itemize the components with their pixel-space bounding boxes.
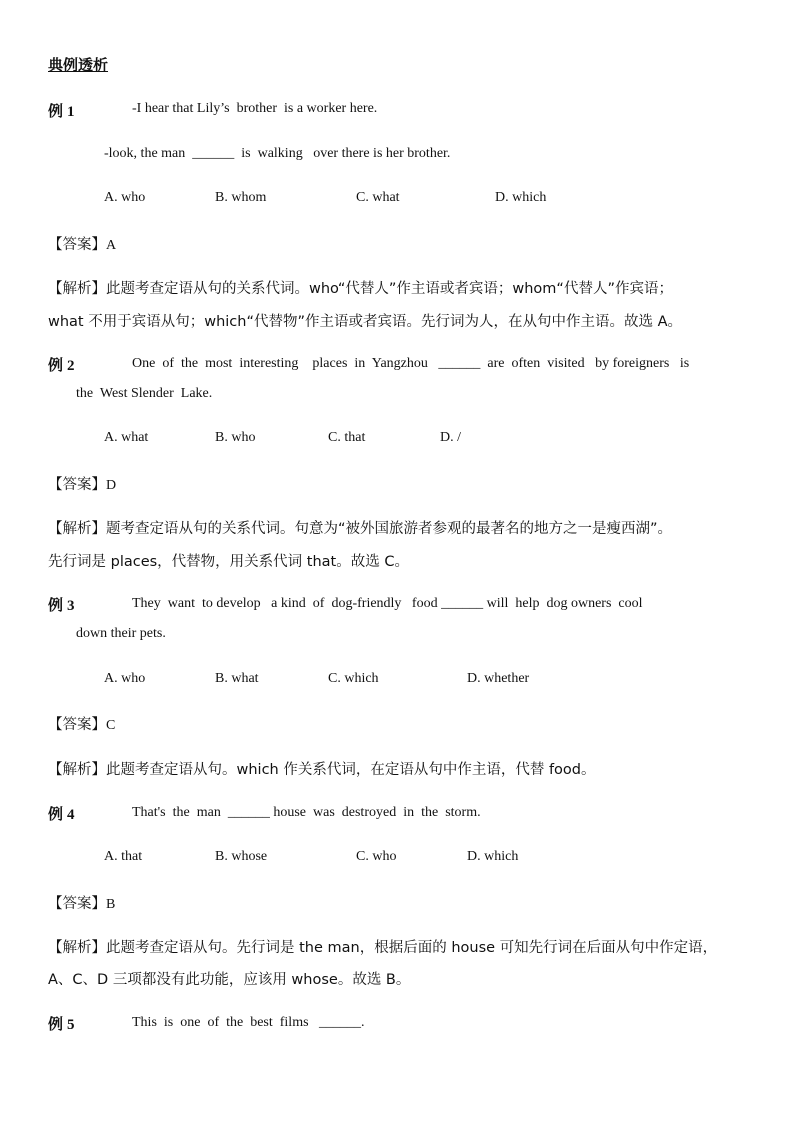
- example-1-option-b: B. whom: [215, 190, 267, 205]
- example-3-option-c: C. which: [328, 671, 379, 686]
- example-1-option-a: A. who: [104, 190, 146, 205]
- example-2-option-c: C. that: [328, 430, 366, 445]
- example-2-line-1: One of the most interesting places in Yangzhou ______ are often visited by foreigners is: [132, 356, 690, 371]
- example-number: 3: [67, 598, 75, 614]
- example-1-analysis-line-1: [48, 277, 673, 298]
- example-number: 2: [67, 358, 75, 374]
- example-2-option-b: B. who: [215, 430, 256, 445]
- analysis-label: 【解析】: [48, 940, 106, 956]
- example-1-option-c: C. what: [356, 190, 400, 205]
- example-3-answer: [48, 713, 115, 734]
- example-label: 例: [48, 596, 64, 614]
- analysis-label: 【解析】: [48, 281, 106, 297]
- example-2-line-2: the West Slender Lake.: [76, 386, 213, 401]
- answer-value: B: [106, 897, 116, 912]
- example-label: 例: [48, 805, 64, 823]
- example-4-option-c: C. who: [356, 849, 397, 864]
- analysis-label: 【解析】: [48, 521, 106, 537]
- example-2-option-d: D. /: [440, 430, 461, 445]
- example-number: 4: [67, 807, 75, 823]
- example-4-option-a: A. that: [104, 849, 143, 864]
- example-5-line-1: This is one of the best films ______.: [132, 1015, 365, 1030]
- example-2-answer: [48, 473, 116, 494]
- answer-value: A: [106, 238, 117, 253]
- answer-label: 【答案】: [48, 237, 106, 253]
- analysis-text: 此题考查定语从句的关系代词。who“代替人”作主语或者宾语；whom“代替人”作宾语；: [106, 281, 673, 297]
- example-1-analysis-line-2: what 不用于宾语从句；which“代替物”作主语或者宾语。先行词为人，在从句中作主语。故选 A。: [48, 314, 683, 330]
- answer-label: 【答案】: [48, 477, 106, 493]
- example-2-label: [48, 354, 75, 375]
- example-3-line-2: down their pets.: [76, 626, 166, 641]
- example-3-analysis-line-1: [48, 758, 596, 779]
- example-label: 例: [48, 1015, 64, 1033]
- example-1-line-1: -I hear that Lily’s brother is a worker here.: [132, 101, 378, 116]
- example-number: 5: [67, 1017, 75, 1033]
- example-2-option-a: A. what: [104, 430, 149, 445]
- answer-label: 【答案】: [48, 896, 106, 912]
- section-title: 典例透析: [48, 56, 109, 74]
- example-5-label: [48, 1013, 75, 1034]
- analysis-label: 【解析】: [48, 762, 106, 778]
- example-3-label: [48, 594, 75, 615]
- example-3-line-1: They want to develop a kind of dog-friendly food ______ will help dog owners cool: [132, 596, 643, 611]
- example-3-option-b: B. what: [215, 671, 259, 686]
- example-label: 例: [48, 102, 64, 120]
- example-3-option-d: D. whether: [467, 671, 530, 686]
- answer-value: D: [106, 478, 117, 493]
- example-label: 例: [48, 356, 64, 374]
- example-3-option-a: A. who: [104, 671, 146, 686]
- example-1-line-2: -look, the man ______ is walking over there is her brother.: [104, 146, 451, 161]
- answer-label: 【答案】: [48, 717, 106, 733]
- answer-value: C: [106, 718, 116, 733]
- example-number: 1: [67, 104, 75, 120]
- example-4-line-1: That's the man ______ house was destroyed in the storm.: [132, 805, 481, 820]
- example-1-option-d: D. which: [495, 190, 547, 205]
- example-1-label: [48, 100, 75, 121]
- analysis-text: 题考查定语从句的关系代词。句意为“被外国旅游者参观的最著名的地方之一是瘦西湖”。: [106, 521, 673, 537]
- example-4-option-b: B. whose: [215, 849, 268, 864]
- analysis-text: 此题考查定语从句。which 作关系代词，在定语从句中作主语，代替 food。: [106, 762, 596, 778]
- example-1-answer: [48, 233, 116, 254]
- example-4-label: [48, 803, 75, 824]
- example-4-answer: [48, 892, 115, 913]
- example-4-analysis-line-1: [48, 936, 717, 957]
- example-2-analysis-line-2: 先行词是 places，代替物，用关系代词 that。故选 C。: [48, 554, 409, 570]
- example-4-option-d: D. which: [467, 849, 519, 864]
- example-4-analysis-line-2: A、C、D 三项都没有此功能，应该用 whose。故选 B。: [48, 972, 411, 988]
- example-2-analysis-line-1: [48, 517, 672, 538]
- analysis-text: 此题考查定语从句。先行词是 the man，根据后面的 house 可知先行词在后面从句中作定语，: [106, 940, 718, 956]
